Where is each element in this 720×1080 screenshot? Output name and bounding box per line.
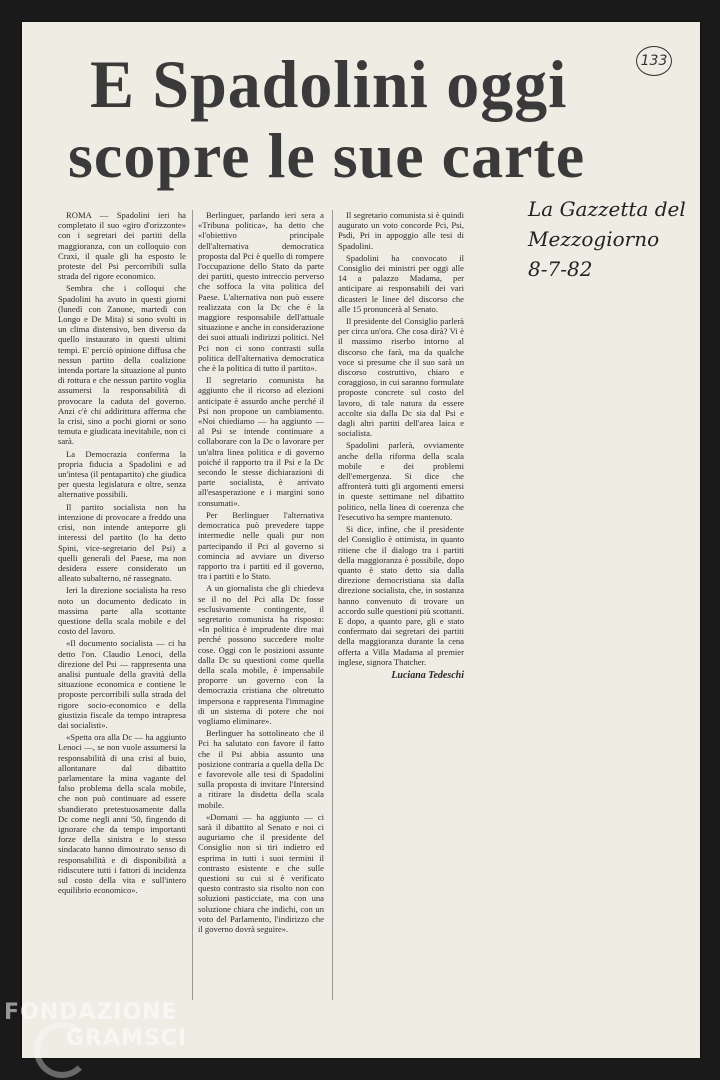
article-column-1 [58, 210, 186, 897]
paragraph: Per Berlinguer l'alternativa democratica può prevedere tappe intermedie nelle quali pur non partecipando il Pci al governo si comincia ad avviare un diverso rapporto tra i partiti ed il governo, tra i partiti e lo Stato. [198, 509, 324, 582]
handwritten-note [528, 194, 698, 284]
paragraph: Sembra che i colloqui che Spadolini ha avuto in questi giorni (lunedì con Zanone, martedì con Longo e De Mita) si sono svolti in un clima distensivo, ben diverso da quello instaurato in questi ultimi tempi. E' perciò opinione diffusa che nessun partito della coalizione intenda portare la situazione al punto di rottura e che nessun partito voglia assumersi la responsabilità di provocare la caduta del governo. Anzi c'è chi addirittura afferma che la crisi, sino a pochi giorni or sono temuta e giudicata inevitabile, non ci sarà. [58, 283, 186, 447]
column-divider [332, 210, 333, 1000]
note-line: Mezzogiorno [528, 227, 660, 251]
paragraph: Berlinguer, parlando ieri sera a «Tribuna politica», ha detto che «l'obiettivo principale dell'alternativa democratica proposta dal Pci è quello di rompere l'occupazione dello Stato da parte dei partiti, questo intreccio perverso che soffoca la vita politica del Paese. L'alternativa non può essere realizzata con la Dc che è la maggiore responsabile dell'attuale situazione e anche in considerazione dei suoi attuali indirizzi politici. Nel Pci non ci sono contrasti sulla politica dell'alternativa democratica che è la politica di tutto il partito». [198, 210, 324, 374]
page-number: 133 [636, 46, 672, 76]
paragraph: Spadolini ha convocato il Consiglio dei ministri per oggi alle 14 a palazzo Madama, per anticipare ai responsabili dei vari dicasteri le linee del discorso che alle 15 pronuncerà al Senato. [338, 252, 464, 314]
watermark-line-2: GRAMSCI [66, 1026, 188, 1051]
note-line: 8-7-82 [528, 257, 593, 281]
note-line: La Gazzetta del [528, 197, 686, 221]
author-signature: Luciana Tedeschi [391, 669, 464, 681]
article-column-2 [198, 210, 324, 936]
column-divider [192, 210, 193, 1000]
paragraph: La Democrazia conferma la propria fiducia a Spadolini e ad un'intesa (il pentapartito) che giudica per questa legislatura e oltre, senza alternative possibili. [58, 448, 186, 500]
watermark-line-1: FONDAZIONE [4, 1000, 178, 1025]
paragraph: Berlinguer ha sottolineato che il Pci ha salutato con favore il fatto che il Psi abbia assunto una posizione contraria a quella della Dc e favorevole alle tesi di Spadolini sulla proposta di invitare l'Intersind a ritirare la disdetta della scala mobile. [198, 728, 324, 810]
article-column-3 [338, 210, 464, 681]
paragraph: «Domani — ha aggiunto — ci sarà il dibattito al Senato e noi ci auguriamo che il presidente del Consiglio non si tiri indietro ed esprima in tutti i suoi termini il contrasto esistente e che sulle questioni su cui si è verificato questo contrasto sia risolto non con soluzioni pasticciate, ma con una soluzione chiara che indichi, con un voto del Parlamento, l'indirizzo che il governo dovrà seguire». [198, 811, 324, 935]
paragraph: «Spetta ora alla Dc — ha aggiunto Lenoci —, se non vuole assumersi la responsabilità di una crisi al buio, allontanare dal dibattito parlamentare la mina vagante del falso problema della scala mobile, che non può continuare ad essere sbandierato pretestuosamente dalla Dc come negli anni '50, fingendo di ignorare che da tempo importanti forze della sinistra e lo stesso sindacato hanno dimostrato senso di responsabilità e di disponibilità a ridiscutere tutti i fattori di incidenza sul costo della vita e sull'intero equilibrio economico». [58, 732, 186, 896]
paragraph: Il partito socialista non ha intenzione di provocare a freddo una crisi, non intende anteporre gli interessi del partito (lo ha detto Spini, vice-segretario del Psi) a quelli generali del Paese, ma non desidera essere considerato un alleato subalterno, né rassegnato. [58, 501, 186, 584]
paragraph: Si dice, infine, che il presidente del Consiglio è ottimista, in quanto ritiene che il dialogo tra i partiti della maggioranza è possibile, dopo quanto è stato detto sia dalla direzione democristiana sia dalla direzione socialista, che, in sostanza hanno convenuto di trovare un accordo sulle questioni più scottanti. E dopo, a quanto pare, gli e stato confermato dai segretari dei partiti della maggioranza durante la cena offerta a Villa Madama al premier inglese, signora Thatcher. [338, 524, 464, 667]
paragraph: Il segretario comunista si è quindi augurato un voto concorde Pci, Psi, Psdi, Pri in appoggio alle tesi di Spadolini. [338, 210, 464, 251]
headline-line-2: scopre le sue carte [68, 120, 586, 191]
paragraph: Il presidente del Consiglio parlerà per circa un'ora. Che cosa dirà? Vi è il massimo riserbo intorno al discorso che farà, ma da qualche voce si presume che il suo sarà un discorso costruttivo, chiaro e coraggioso, in cui saranno formulate proposte concrete sul costo del lavoro, di tale natura da essere accolte sia dalla Dc sia dal Psi e dagli altri partiti dell'area laica e socialista. [338, 316, 464, 439]
paragraph: «Il documento socialista — ci ha detto l'on. Claudio Lenoci, della direzione del Psi — rappresenta una analisi puntuale della gravità della situazione economica e contiene le proposte percorribili sulla strada del rigore socio-economico e della giustizia fiscale da tempo intrapresa dai socialisti». [58, 638, 186, 730]
paragraph: Spadolini parlerà, ovviamente anche della riforma della scala mobile e dei problemi dell'emergenza. Si dice che affronterà tutti gli argomenti emersi in queste settimane nel dibattito politico, nella linea di coerenza che l'esecutivo ha sempre mantenuto. [338, 440, 464, 522]
headline-line-1: E Spadolini oggi [90, 46, 568, 122]
paragraph: ROMA — Spadolini ieri ha completato il suo «giro d'orizzonte» con i segretari dei partiti della maggioranza, con un colloquio con Craxi, il quale gli ha esposto le proteste del Psi percorribili sulla strada del rigore economico. [58, 210, 186, 282]
archive-watermark [4, 1000, 188, 1051]
paragraph: A un giornalista che gli chiedeva se il no del Pci alla Dc fosse esclusivamente contingente, il segretario comunista ha risposto: «In politica è imprudente dire mai perché possono succedere molte cose. Oggi con le posizioni assunte dalla Dc su questioni come quella della scala mobile, è impensabile proporre un governo con la democrazia cristiana che oltretutto impersona e rappresenta l'immagine di un sistema di potere che noi vogliamo eliminare». [198, 583, 324, 726]
paragraph: Il segretario comunista ha aggiunto che il ricorso ad elezioni anticipate è assurdo anche perché il Psi non propone un cambiamento. «Noi chiediamo — ha aggiunto — al Psi se intende continuare a collaborare con la Dc o lavorare per un'altra linea politica e di governo poiché il rapporto tra il Psi e la Dc secondo le stesse dichiarazioni di parte socialista, è arrivato all'esasperazione e i margini sono consumati». [198, 375, 324, 508]
paragraph: Ieri la direzione socialista ha reso noto un documento dedicato in massima parte alla scottante questione della scala mobile e del costo del lavoro. [58, 585, 186, 637]
